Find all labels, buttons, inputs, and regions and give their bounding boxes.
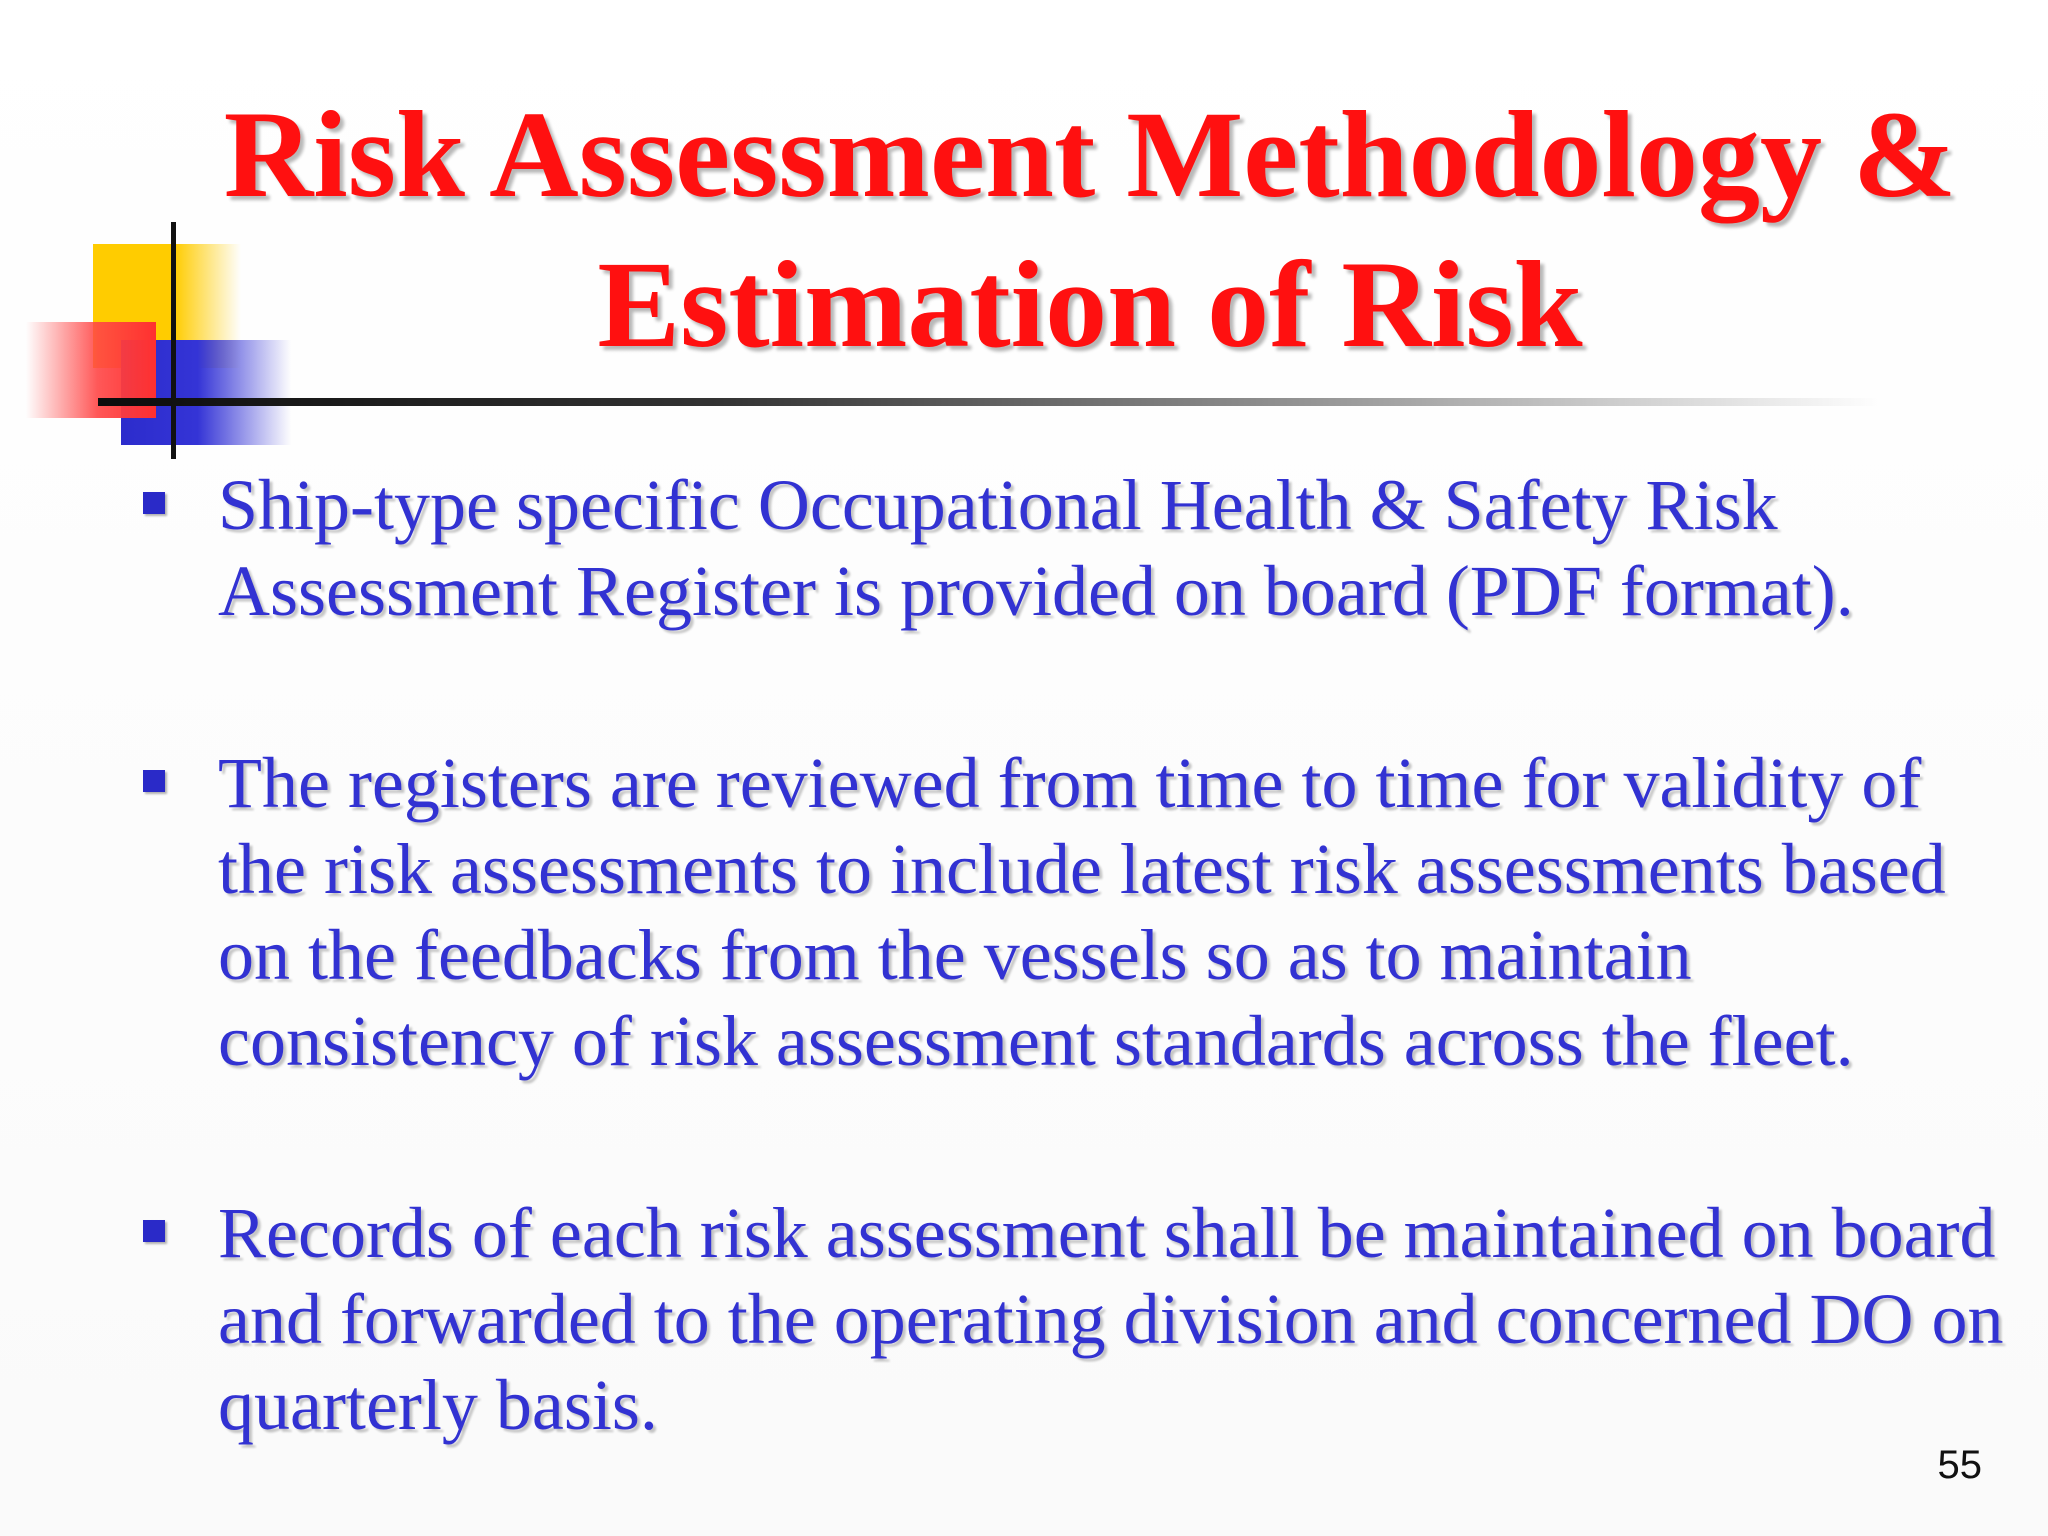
bullet-text: The registers are reviewed from time to time for validity of the risk assessments to include latest risk assessments based on the feedbacks from the vessels so as to maintain consistency of risk assessment standards across the fleet.	[218, 743, 1946, 1081]
bullet-item	[218, 740, 2008, 1084]
page-number: 55	[1937, 1443, 1982, 1487]
bullet-text: Records of each risk assessment shall be maintained on board and forwarded to the operating division and concerned DO on quarterly basis.	[218, 1193, 2004, 1445]
bullet-item	[218, 462, 2008, 634]
bullet-item	[218, 1190, 2008, 1448]
slide-title: Risk Assessment Methodology & Estimation of Risk	[223, 86, 1957, 373]
square-bullet-icon	[143, 1220, 165, 1242]
square-bullet-icon	[143, 492, 165, 514]
bullet-text: Ship-type specific Occupational Health & Safety Risk Assessment Register is provided on board (PDF format).	[218, 465, 1854, 631]
square-bullet-icon	[143, 770, 165, 792]
